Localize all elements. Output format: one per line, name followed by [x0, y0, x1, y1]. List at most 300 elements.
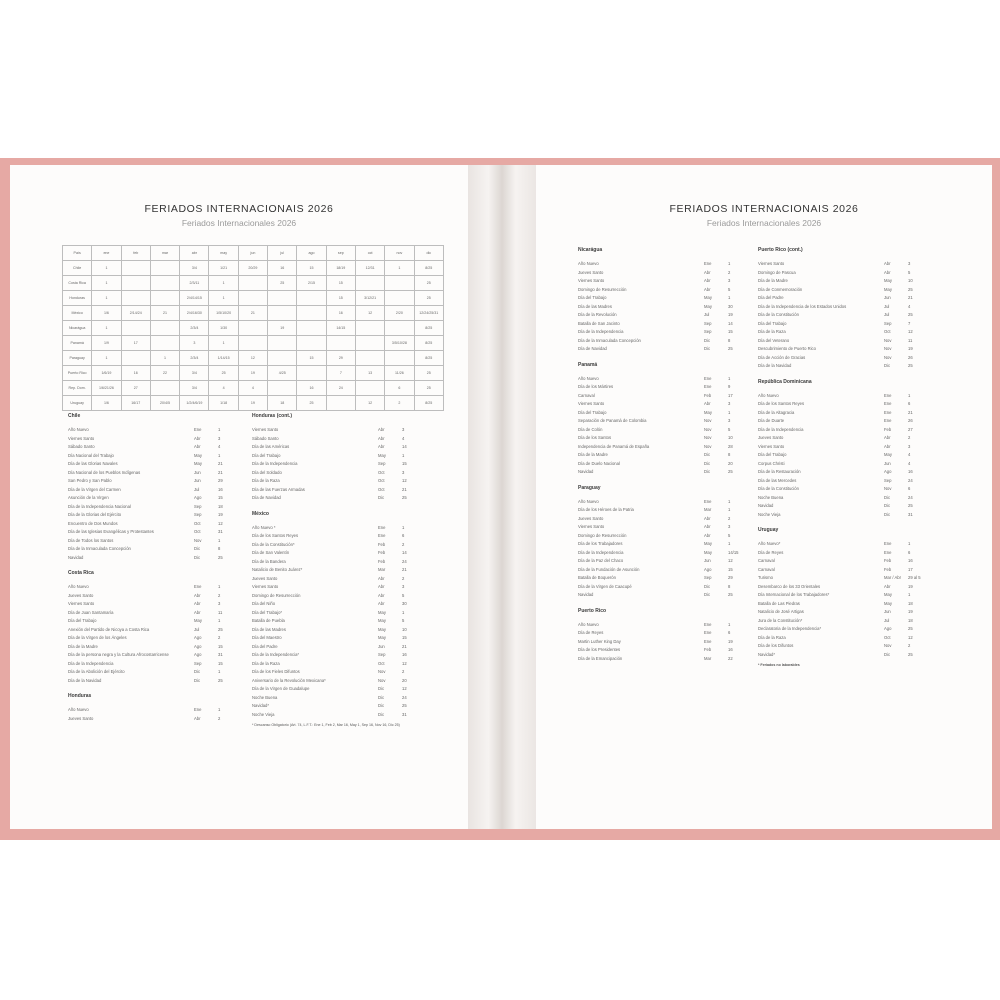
holiday-day: 9 [728, 384, 731, 389]
holiday-month: Feb [704, 647, 712, 652]
date-cell: 21 [150, 306, 179, 321]
holiday-name: Batalla de Las Piedras [758, 600, 800, 606]
holiday-name: Aniversario de la Revolución Mexicana* [252, 677, 326, 683]
date-cell [297, 336, 326, 351]
holiday-name: Martin Luther King Day [578, 638, 621, 644]
holiday-month: Feb [884, 426, 892, 432]
holiday-day: 15 [728, 566, 733, 572]
date-cell [121, 291, 150, 306]
holiday-month: Dic [378, 495, 385, 500]
table-header-cell: oct [355, 246, 384, 261]
holiday-name: Año Nuevo [68, 707, 89, 712]
holiday-day: 12 [908, 634, 913, 640]
holiday-name: Año Nuevo [68, 584, 89, 589]
date-cell: 21 [238, 306, 267, 321]
country-cell: Puerto Rico [63, 366, 92, 381]
holiday-day: 19 [728, 638, 733, 644]
holiday-day: 10 [402, 626, 407, 632]
holiday-row [758, 311, 928, 320]
table-row [63, 336, 444, 351]
holiday-day: 5 [402, 618, 405, 623]
left-column-1 [68, 405, 238, 723]
holiday-day: 24 [908, 477, 913, 483]
holiday-row [758, 485, 928, 494]
holiday-month: Sep [194, 503, 202, 509]
holiday-month: Ago [194, 635, 202, 640]
holiday-name: Día de Colón [578, 426, 603, 432]
date-cell: 8/25 [414, 396, 443, 411]
holiday-day: 12 [402, 660, 407, 666]
holiday-name: Día de los Héroes de la Patria [578, 507, 634, 512]
country-cell: Costa Rica [63, 276, 92, 291]
holiday-row [758, 511, 928, 520]
holiday-name: Día de la Glorias del Ejército [68, 512, 122, 517]
holiday-name: Día de la Raza [252, 478, 280, 483]
holiday-name: Día de Navidad [578, 346, 607, 351]
holiday-name: Día de los Trabajadores [578, 541, 623, 546]
holiday-day: 4 [218, 444, 221, 449]
holiday-day: 19 [908, 346, 913, 351]
holiday-row [758, 303, 928, 312]
holiday-row [758, 451, 928, 460]
holiday-month: May [884, 592, 892, 597]
holiday-name: Día de las Américas [252, 444, 290, 449]
holiday-name: Día de la Virgen de los Ángeles [68, 635, 127, 640]
holiday-day: 1 [218, 537, 221, 543]
date-cell: 1 [92, 291, 121, 306]
date-cell: 1 [209, 336, 238, 351]
holiday-day: 26 [908, 418, 913, 423]
holiday-row [252, 532, 422, 541]
holiday-day: 10 [728, 435, 733, 440]
holiday-month: Dic [884, 511, 891, 517]
holiday-day: 21 [218, 461, 223, 466]
holiday-row [758, 634, 928, 643]
table-header-cell: nov [385, 246, 414, 261]
holiday-row [68, 706, 238, 715]
date-cell: 2/14/24 [121, 306, 150, 321]
holiday-row [758, 337, 928, 346]
holiday-day: 2 [728, 515, 731, 521]
holiday-name: Día del Trabajo [758, 320, 787, 326]
holiday-name: Día del Trabajo [578, 409, 607, 415]
holiday-name: Día de la Bandera [252, 558, 286, 564]
holiday-name: Día de Duelo Nacional [578, 460, 620, 466]
table-header-cell: abr [180, 246, 209, 261]
page-subtitle: Feriados Internacionales 2026 [706, 218, 822, 228]
country-cell: Rep. Dom. [63, 381, 92, 396]
right-column-1 [578, 239, 748, 663]
date-cell: 6 [385, 381, 414, 396]
holiday-month: Jun [704, 558, 711, 563]
right-column-2 [758, 239, 928, 667]
date-cell: 25 [414, 381, 443, 396]
holiday-day: 19 [908, 583, 913, 589]
holiday-month: Ene [884, 401, 892, 406]
holiday-row [252, 426, 422, 435]
date-cell [150, 336, 179, 351]
holiday-row [758, 362, 928, 371]
holiday-day: 16 [402, 652, 407, 657]
holiday-row [758, 400, 928, 409]
holiday-day: 22 [728, 655, 733, 661]
holiday-name: Carnaval [578, 392, 595, 398]
holiday-name: Día del Trabajo* [252, 609, 283, 615]
holiday-name: Año Nuevo [578, 621, 599, 627]
date-cell: 1/18 [209, 396, 238, 411]
holiday-row [68, 486, 238, 495]
holiday-row [252, 494, 422, 503]
holiday-name: Día del Niño [252, 601, 276, 606]
date-cell [268, 381, 297, 396]
holiday-day: 2 [402, 541, 405, 547]
holiday-month: Dic [378, 694, 385, 700]
holiday-month: May [704, 295, 712, 300]
holiday-month: Dic [704, 337, 711, 343]
holiday-month: Abr [704, 532, 711, 538]
table-header-cell: dic [414, 246, 443, 261]
holiday-month: Ene [704, 621, 712, 627]
holiday-month: Nov [194, 537, 202, 543]
holiday-name: Natalicio de José Artigas [758, 609, 804, 614]
date-cell: 14/15 [326, 321, 355, 336]
country-cell: Panamá [63, 336, 92, 351]
holiday-day: 15 [402, 635, 407, 640]
holiday-month: Nov [884, 486, 892, 491]
holiday-day: 7 [908, 320, 911, 326]
country-section-heading: Honduras (cont.) [252, 413, 292, 419]
holiday-row [252, 643, 422, 652]
holiday-day: 30 [728, 303, 733, 309]
holiday-day: 25 [402, 703, 407, 708]
holiday-name: Navidad [578, 592, 594, 597]
date-cell [268, 336, 297, 351]
date-cell: 25 [268, 276, 297, 291]
holiday-day: 25 [908, 626, 913, 631]
holiday-day: 25 [728, 592, 733, 597]
date-cell: 18 [268, 396, 297, 411]
date-cell: 4/25 [268, 366, 297, 381]
holiday-name: Día de la persona negra y la Cultura Afrocostarricense [68, 652, 169, 657]
holiday-month: Nov [378, 677, 386, 683]
holiday-day: 14/15 [728, 549, 739, 555]
country-cell: México [63, 306, 92, 321]
holiday-name: Declaratoria de la Independencia* [758, 626, 822, 631]
holiday-row [68, 469, 238, 478]
holiday-day: 1 [218, 427, 221, 432]
holiday-month: May [704, 409, 712, 415]
holiday-row [758, 600, 928, 609]
holiday-row [252, 685, 422, 694]
left-page [10, 165, 468, 829]
holiday-month: Jun [194, 478, 201, 483]
holiday-month: Nov [704, 443, 712, 449]
holiday-day: 27 [908, 426, 913, 432]
holiday-day: 2 [728, 269, 731, 275]
date-cell: 1/21 [209, 261, 238, 276]
holiday-month: Abr [704, 269, 711, 275]
holiday-day: 5 [728, 286, 731, 292]
holiday-day: 24 [402, 694, 407, 700]
holiday-day: 1 [218, 669, 221, 674]
holiday-day: 16 [908, 469, 913, 474]
holiday-name: Día de Acción de Gracias [758, 354, 806, 360]
holiday-name: Día de las Madres [252, 626, 286, 632]
holiday-month: Abr [704, 515, 711, 521]
holiday-month: Jul [194, 486, 200, 492]
holiday-day: 14 [402, 444, 407, 449]
date-cell: 8/25 [414, 321, 443, 336]
country-section-heading: Puerto Rico [578, 607, 607, 614]
holiday-month: Jun [884, 460, 891, 466]
holiday-day: 5 [908, 269, 911, 275]
holiday-name: Día de la Independencia [68, 660, 114, 666]
holiday-month: Abr [378, 444, 385, 449]
holiday-month: Jul [884, 312, 890, 317]
holiday-month: Ene [194, 584, 202, 589]
holiday-month: Dic [194, 546, 201, 551]
date-cell: 2/3/4 [180, 321, 209, 336]
date-cell: 25 [414, 291, 443, 306]
holiday-month: Ene [704, 638, 712, 644]
holiday-name: Día de la Constitución [758, 486, 799, 491]
holiday-day: 11 [218, 609, 223, 615]
date-cell: 3 [180, 336, 209, 351]
holiday-row [68, 452, 238, 461]
holiday-row [758, 502, 928, 511]
holiday-name: Día del Padre [758, 295, 784, 300]
holiday-day: 21 [402, 567, 407, 572]
holiday-day: 6 [908, 549, 911, 555]
holiday-month: Ene [884, 541, 892, 546]
table-row [63, 321, 444, 336]
holiday-month: Sep [378, 461, 386, 466]
holiday-row [578, 532, 748, 541]
holiday-name: Día de Duarte [758, 418, 785, 423]
holiday-month: Abr [884, 583, 891, 589]
holiday-name: Carnaval [758, 558, 775, 563]
holiday-month: Ago [884, 626, 892, 631]
holiday-day: 2 [402, 575, 405, 581]
holiday-day: 5 [402, 592, 405, 598]
holiday-month: Feb [378, 558, 386, 564]
holiday-month: Oct [378, 660, 385, 666]
holiday-name: Día del Padre [252, 643, 278, 649]
date-cell: 1 [385, 261, 414, 276]
holiday-month: Feb [704, 392, 712, 398]
holiday-day: 24 [908, 494, 913, 500]
holiday-name: Natalicio de Benito Juárez* [252, 567, 303, 572]
holiday-name: Descubrimiento de Puerto Rico [758, 346, 816, 351]
holiday-row [758, 426, 928, 435]
holiday-month: Jun [884, 295, 891, 300]
holiday-day: 15 [402, 461, 407, 466]
holiday-name: Domingo de Resurrección [252, 592, 301, 598]
holiday-row [578, 460, 748, 469]
date-cell [385, 351, 414, 366]
holiday-month: Dic [378, 686, 385, 691]
holiday-name: Día Nacional de los Pueblos Indígenas [68, 469, 141, 475]
holiday-day: 1 [728, 498, 731, 504]
holiday-row [578, 443, 748, 452]
holiday-row [252, 575, 422, 584]
holiday-row [578, 303, 748, 312]
date-cell: 25 [209, 366, 238, 381]
date-cell: 1/6/19 [92, 366, 121, 381]
holiday-day: 29 [218, 478, 223, 483]
holiday-name: Día de la Inmaculada Concepción [578, 337, 641, 343]
date-cell: 15 [297, 351, 326, 366]
holiday-month: Sep [704, 575, 712, 580]
holiday-row [252, 566, 422, 575]
holiday-name: Día de la Independencia [578, 329, 624, 334]
holiday-row [252, 660, 422, 669]
holiday-month: Ene [704, 261, 712, 266]
holiday-day: 17 [728, 392, 733, 398]
holiday-row [252, 626, 422, 635]
holiday-name: Día de la Inmaculada Concepción [68, 546, 131, 551]
holiday-month: Ago [884, 469, 892, 474]
holiday-row [68, 537, 238, 546]
holiday-day: 25 [908, 503, 913, 508]
holiday-name: Domingo de Resurrección [578, 532, 627, 538]
holiday-name: Día de los Santos Reyes [252, 533, 299, 538]
holiday-name: Día de la Virgen de Caacupé [578, 583, 632, 589]
holiday-name: Día de la Navidad [68, 677, 102, 683]
holiday-month: Dic [704, 346, 711, 351]
holiday-row [578, 286, 748, 295]
holiday-row [68, 600, 238, 609]
footnote: * Descanso Obligatorio (Art. 74, L.F.T.: Ene 1, Feb 2, Mar 16, May 1, Sep 16, Nov 16, Dic 25) [252, 723, 400, 727]
holiday-name: Anexión del Partido de Nicoya a Costa Rica [68, 626, 150, 632]
holiday-name: Día de la Paz del Chaco [578, 558, 624, 563]
country-section-heading: Nicarágua [578, 247, 603, 253]
holiday-name: Día de las Mercedes [758, 477, 797, 483]
holiday-row [252, 711, 422, 720]
holiday-row [758, 354, 928, 363]
holiday-day: 1 [908, 592, 911, 597]
country-section-heading: Chile [68, 413, 81, 419]
holiday-name: Día de la Restauración [758, 469, 801, 474]
holiday-day: 25 [728, 346, 733, 351]
holiday-name: Asunción de la Virgen [68, 495, 109, 500]
holiday-month: Sep [884, 320, 892, 326]
holiday-month: Ene [704, 375, 712, 381]
holiday-row [68, 609, 238, 618]
holiday-day: 16 [908, 558, 913, 563]
holiday-month: Mar [704, 507, 712, 512]
holiday-name: Día de los Santos [578, 435, 612, 440]
holiday-row [758, 460, 928, 469]
holiday-name: Noche Buena [758, 494, 784, 500]
holiday-day: 29 [728, 575, 733, 580]
holiday-day: 16 [218, 486, 223, 492]
holiday-row [252, 609, 422, 618]
holiday-row [758, 608, 928, 617]
table-row [63, 366, 444, 381]
holiday-month: Jul [704, 312, 710, 317]
holiday-name: Día de las Iglesias Evangélicas y Protestantes [68, 529, 154, 534]
holiday-month: Sep [704, 329, 712, 334]
holiday-name: Día del Trabajo [758, 452, 787, 457]
holiday-day: 20 [402, 677, 407, 683]
table-row [63, 291, 444, 306]
holiday-month: Abr [704, 524, 711, 529]
holiday-day: 3 [728, 524, 731, 529]
holiday-month: Dic [884, 494, 891, 500]
holiday-name: Día del Veterano [758, 337, 790, 343]
holiday-name: Viernes Santo [758, 443, 785, 449]
holiday-month: Dic [378, 703, 385, 708]
holiday-name: Día de Reyes [578, 630, 604, 635]
date-cell: 16 [297, 381, 326, 396]
holiday-name: Día Internacional de los Trabajadores* [758, 592, 830, 597]
holiday-day: 1 [728, 621, 731, 627]
date-cell [121, 261, 150, 276]
holiday-month: Oct [884, 634, 891, 640]
holiday-row [68, 477, 238, 486]
table-header-cell: jun [238, 246, 267, 261]
holiday-name: Día de Navidad [252, 495, 281, 500]
holiday-day: 30 [402, 601, 407, 606]
holiday-name: Noche Vieja [758, 511, 781, 517]
date-cell: 17 [121, 336, 150, 351]
holiday-day: 8 [218, 546, 221, 551]
holiday-name: Día de la Independencia [252, 461, 298, 466]
date-cell: 19 [268, 321, 297, 336]
holiday-day: 31 [218, 529, 223, 534]
holiday-month: Ago [194, 495, 202, 500]
holiday-name: Jura de la Constitución* [758, 617, 803, 623]
holiday-row [68, 677, 238, 686]
table-header-cell: ene [92, 246, 121, 261]
holiday-row [758, 574, 928, 583]
date-cell: 4 [209, 381, 238, 396]
holiday-day: 25 [908, 286, 913, 292]
holiday-row [68, 592, 238, 601]
date-cell [268, 351, 297, 366]
holiday-row [578, 638, 748, 647]
holiday-name: Corpus Christi [758, 460, 785, 466]
holiday-day: 8 [728, 337, 731, 343]
holiday-row [758, 392, 928, 401]
holiday-month: Jul [884, 617, 890, 623]
date-cell: 1/2/4/6/19 [180, 396, 209, 411]
holiday-name: Año Nuevo [578, 375, 599, 381]
holiday-name: Día de la Raza [758, 329, 786, 334]
page-title: FERIADOS INTERNACIONAIS 2026 [144, 203, 334, 215]
holiday-month: Abr [194, 592, 201, 598]
holiday-name: Viernes Santo [578, 401, 605, 406]
holiday-day: 1 [728, 541, 731, 546]
holiday-day: 3 [402, 469, 405, 475]
holiday-day: 2 [402, 669, 405, 674]
holiday-row [252, 558, 422, 567]
holiday-name: Noche Buena [252, 694, 278, 700]
holiday-row [578, 574, 748, 583]
holiday-row [578, 468, 748, 477]
holiday-name: Día de la Independencia de los Estados Unidos [758, 303, 847, 309]
date-cell: 1 [150, 351, 179, 366]
holiday-row [578, 260, 748, 269]
holiday-name: Viernes Santo [252, 427, 279, 432]
country-section-heading: Uruguay [758, 527, 779, 533]
holiday-row [68, 583, 238, 592]
holiday-row [578, 426, 748, 435]
holiday-month: Nov [884, 354, 892, 360]
holiday-row [758, 294, 928, 303]
holiday-name: Día de Juan Santamaría [68, 609, 114, 615]
